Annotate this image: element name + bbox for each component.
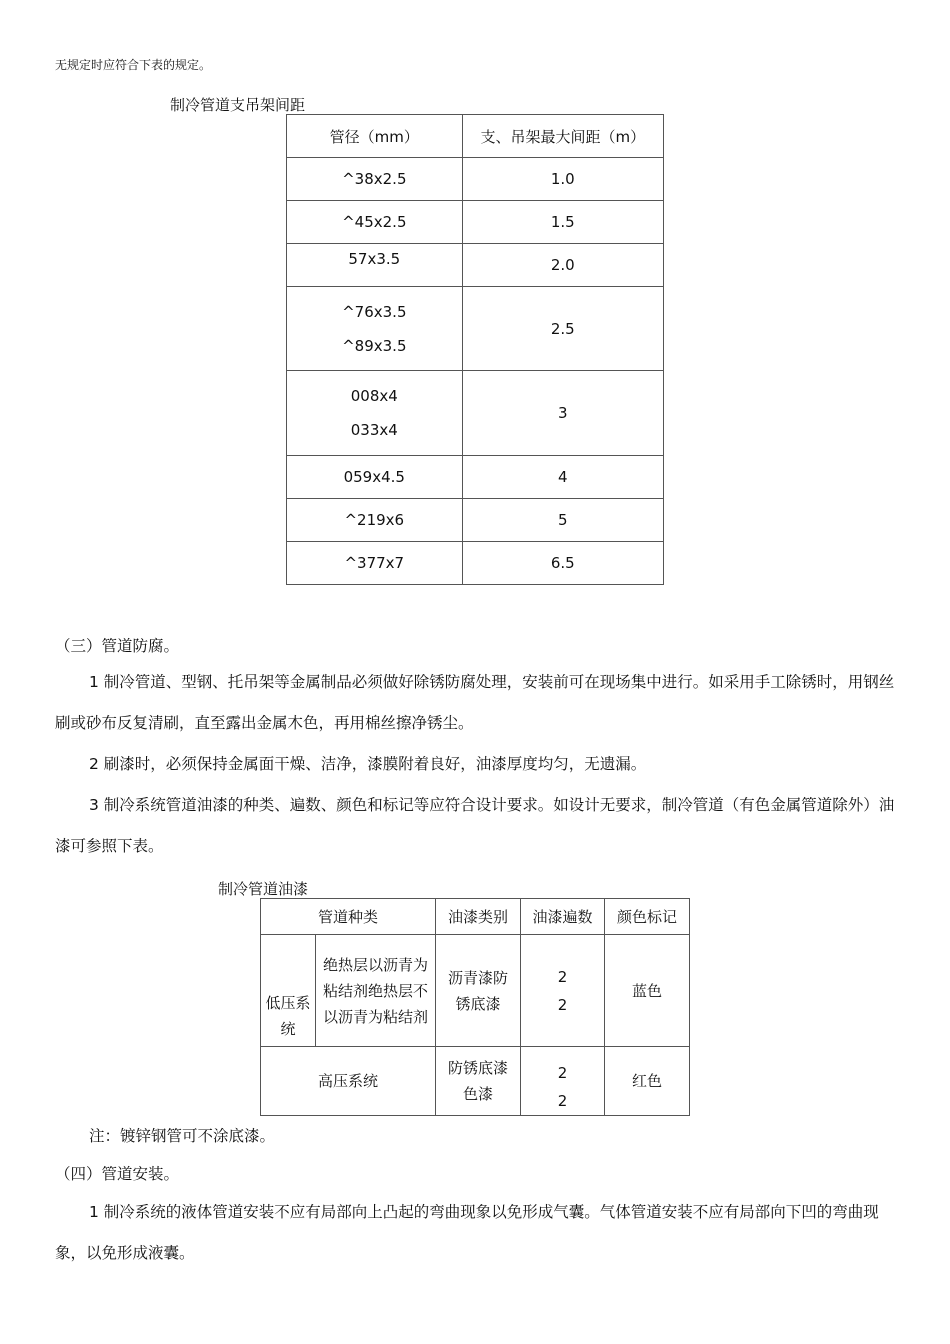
top-note: 无规定时应符合下表的规定。 [55,58,212,72]
table1-caption: 制冷管道支吊架间距 [170,96,306,114]
table2-caption: 制冷管道油漆 [218,880,309,898]
spacing-value: 3 [462,371,663,456]
coat-count: 2 [557,967,568,986]
table-header-row [287,115,664,158]
table-row [287,542,664,585]
section-3-heading: （三）管道防腐。 [55,637,180,655]
table-row [261,935,690,1047]
table-row [287,456,664,499]
section-3-paragraph-2: 2 刷漆时，必须保持金属面干燥、洁净，漆膜附着良好，油漆厚度均匀，无遗漏。 [89,755,647,773]
spacing-value: 6.5 [462,542,663,585]
insulation-subtype: 绝热层以沥青为粘结剂绝热层不以沥青为粘结剂 [316,935,436,1047]
paint-type: 沥青漆防锈底漆 [436,935,521,1047]
table-note: 注：镀锌钢管可不涂底漆。 [89,1127,276,1145]
header-pipe-type: 管道种类 [261,899,436,935]
table-row [287,201,664,244]
pipe-size: ^76x3.5 [342,302,407,321]
table-row [287,244,664,287]
header-paint-type: 油漆类别 [436,899,521,935]
section-4-heading: （四）管道安装。 [55,1165,180,1183]
pipe-size: 033x4 [350,421,398,439]
high-pressure-type: 高压系统 [261,1047,436,1116]
table-row [287,158,664,201]
pipe-size: ^45x2.5 [287,201,463,244]
pipe-support-spacing-table [286,114,664,585]
table-row [287,499,664,542]
table-row [287,371,664,456]
pipe-size: ^377x7 [287,542,463,585]
coat-count: 2 [557,1092,568,1110]
pipe-size: 57x3.5 [287,244,463,287]
spacing-value: 2.5 [462,287,663,371]
coat-count-cell [521,935,605,1047]
section-3-paragraph-3: 3 制冷系统管道油漆的种类、遍数、颜色和标记等应符合设计要求。如设计无要求，制冷管道（有色金属管道除外）油漆可参照下表。 [55,796,895,855]
low-pressure-group: 低压系统 [261,935,316,1047]
spacing-value: 2.0 [462,244,663,287]
pipe-size: ^89x3.5 [342,336,407,355]
table-header-row [261,899,690,935]
pipe-size: 059x4.5 [287,456,463,499]
pipe-size: ^38x2.5 [287,158,463,201]
spacing-value: 5 [462,499,663,542]
pipe-size: ^219x6 [287,499,463,542]
table-row [261,1047,690,1116]
pipe-size-cell [287,371,463,456]
section-3-paragraph-1: 1 制冷管道、型钢、托吊架等金属制品必须做好除锈防腐处理，安装前可在现场集中进行。如采用手工除锈时，用钢丝刷或砂布反复清刷，直至露出金属木色，再用棉丝擦净锈尘。 [55,673,895,732]
section-4-paragraph-1: 1 制冷系统的液体管道安装不应有局部向上凸起的弯曲现象以免形成气囊。气体管道安装不应有局部向下凹的弯曲现象，以免形成液囊。 [55,1203,879,1262]
header-color-mark: 颜色标记 [605,899,690,935]
spacing-value: 1.0 [462,158,663,201]
pipe-size: 008x4 [350,387,398,405]
pipe-size-cell [287,287,463,371]
header-pipe-diameter: 管径（mm） [287,115,463,158]
coat-count: 2 [557,995,568,1014]
spacing-value: 4 [462,456,663,499]
paint-type: 防锈底漆色漆 [436,1047,521,1116]
coat-count: 2 [557,1064,568,1082]
table-row [287,287,664,371]
pipe-paint-table [260,898,690,1116]
header-coat-count: 油漆遍数 [521,899,605,935]
color-mark: 红色 [605,1047,690,1116]
header-max-spacing: 支、吊架最大间距（m） [462,115,663,158]
color-mark: 蓝色 [605,935,690,1047]
coat-count-cell [521,1047,605,1116]
spacing-value: 1.5 [462,201,663,244]
